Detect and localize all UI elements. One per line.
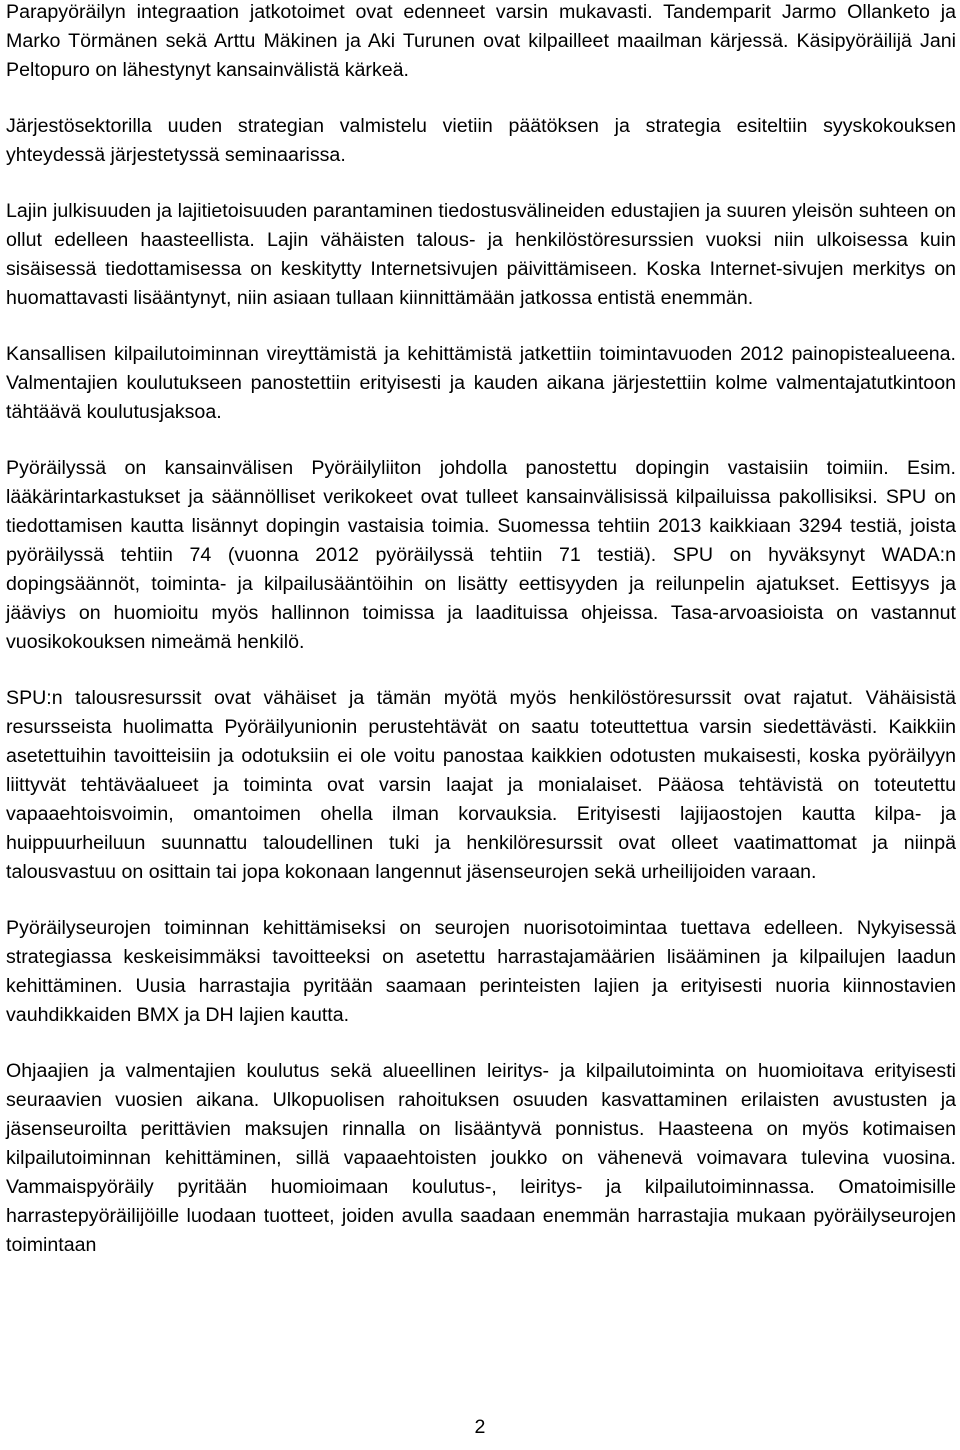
- paragraph-resurssit: SPU:n talousresurssit ovat vähäiset ja tämän myötä myös henkilöstöresurssit ovat rajatut. Vähäisistä resursseista huolimatta Pyöräilyunionin perustehtävät on saatu toteuttettua varsin siedettävästi. Kaikkiin asetettuihin tavoitteisiin ja odotuksiin ei ole voitu panostaa kaikkien odotusten mukaisesti, koska pyöräilyyn liittyvät tehtäväalueet ja toiminta ovat varsin laajat ja monialaiset. Pääosa tehtävistä on toteutettu vapaaehtoisvoimin, omantoimen ohella ilman korvauksia. Erityisesti lajijaostojen kautta kilpa- ja huippuurheiluun suunnattu taloudellinen tuki ja henkilöresurssit ovat olleet vaatimattomat ja niinpä talousvastuu on osittain tai jopa kokonaan langennut jäsenseurojen sekä urheilijoiden varaan.: [6, 687, 956, 883]
- page-number: 2: [474, 1416, 486, 1438]
- paragraph-seurojen-kehittaminen: Pyöräilyseurojen toiminnan kehittämiseksi on seurojen nuorisotoimintaa tuettava edelleen. Nykyisessä strategiassa keskeisimmäksi tavoitteeksi on asetettu harrastajamäärien lisääminen ja kilpailujen laadun kehittäminen. Uusia harrastajia pyritään saamaan perinteisten lajien ja erityisesti nuoria kiinnostavien vauhdikkaiden BMX ja DH lajien kautta.: [6, 917, 956, 1026]
- paragraph-doping: Pyöräilyssä on kansainvälisen Pyöräilyliiton johdolla panostettu dopingin vastaisiin toimiin. Esim. lääkärintarkastukset ja säännölliset verikokeet ovat tulleet kansainvälisissä kilpailuissa pakollisiksi. SPU on tiedottamisen kautta lisännyt dopingin vastaisia toimia. Suomessa tehtiin 2013 kaikkiaan 3294 testiä, joista pyöräilyssä tehtiin 74 (vuonna 2012 pyöräilyssä tehtiin 71 testiä). SPU on hyväksynyt WADA:n dopingsäännöt, toiminta- ja kilpailusääntöihin on lisätty eettisyyden ja reilunpelin ajatukset. Eettisyys ja jääviys on huomioitu myös hallinnon toimissa ja laadituissa ohjeissa. Tasa-arvoasioista on vastannut vuosikokouksen nimeämä henkilö.: [6, 457, 956, 653]
- paragraph-jarjestosektori: Järjestösektorilla uuden strategian valmistelu vietiin päätöksen ja strategia esiteltiin syyskokouksen yhteydessä järjestetyssä seminaarissa.: [6, 115, 956, 166]
- paragraph-kilpailutoiminta: Kansallisen kilpailutoiminnan vireyttämistä ja kehittämistä jatkettiin toimintavuoden 2012 painopistealueena. Valmentajien koulutukseen panostettiin erityisesti ja kauden aikana järjestettiin kolme valmentajatutkintoon tähtäävä koulutusjaksoa.: [6, 343, 956, 423]
- paragraph-julkisuus: Lajin julkisuuden ja lajitietoisuuden parantaminen tiedostusvälineiden edustajien ja suuren yleisön suhteen on ollut edelleen haasteellista. Lajin vähäisten talous- ja henkilöstöresurssien vuoksi niin ulkoisessa kuin sisäisessä tiedottamisessa on keskitytty Internetsivujen päivittämiseen. Koska Internet-sivujen merkitys on huomattavasti lisääntynyt, niin asiaan tullaan kiinnittämään jatkossa entistä enemmän.: [6, 200, 956, 309]
- document-page: [6, 0, 956, 1287]
- paragraph-parapyoraily: Parapyöräilyn integraation jatkotoimet ovat edenneet varsin mukavasti. Tandemparit Jarmo Ollanketo ja Marko Törmänen sekä Arttu Mäkinen ja Aki Turunen ovat kilpailleet maailman kärjessä. Käsipyöräilijä Jani Peltopuro on lähestynyt kansainvälistä kärkeä.: [6, 1, 956, 81]
- paragraph-koulutus: Ohjaajien ja valmentajien koulutus sekä alueellinen leiritys- ja kilpailutoiminta on huomioitava erityisesti seuraavien vuosien aikana. Ulkopuolisen rahoituksen osuuden kasvattaminen erilaisten avustusten ja jäsenseuroilta perittävien maksujen rinnalla on lisääntyvä ponnistus. Haasteena on myös kotimaisen kilpailutoiminnan kehittäminen, sillä vapaaehtoisten joukko on vähenevä voimavara tulevina vuosina. Vammaispyöräily pyritään huomioimaan koulutus-, leiritys- ja kilpailutoiminnassa. Omatoimisille harrastepyöräilijöille luodaan tuotteet, joiden avulla saadaan enemmän harrastajia mukaan pyöräilyseurojen toimintaan: [6, 1060, 956, 1256]
